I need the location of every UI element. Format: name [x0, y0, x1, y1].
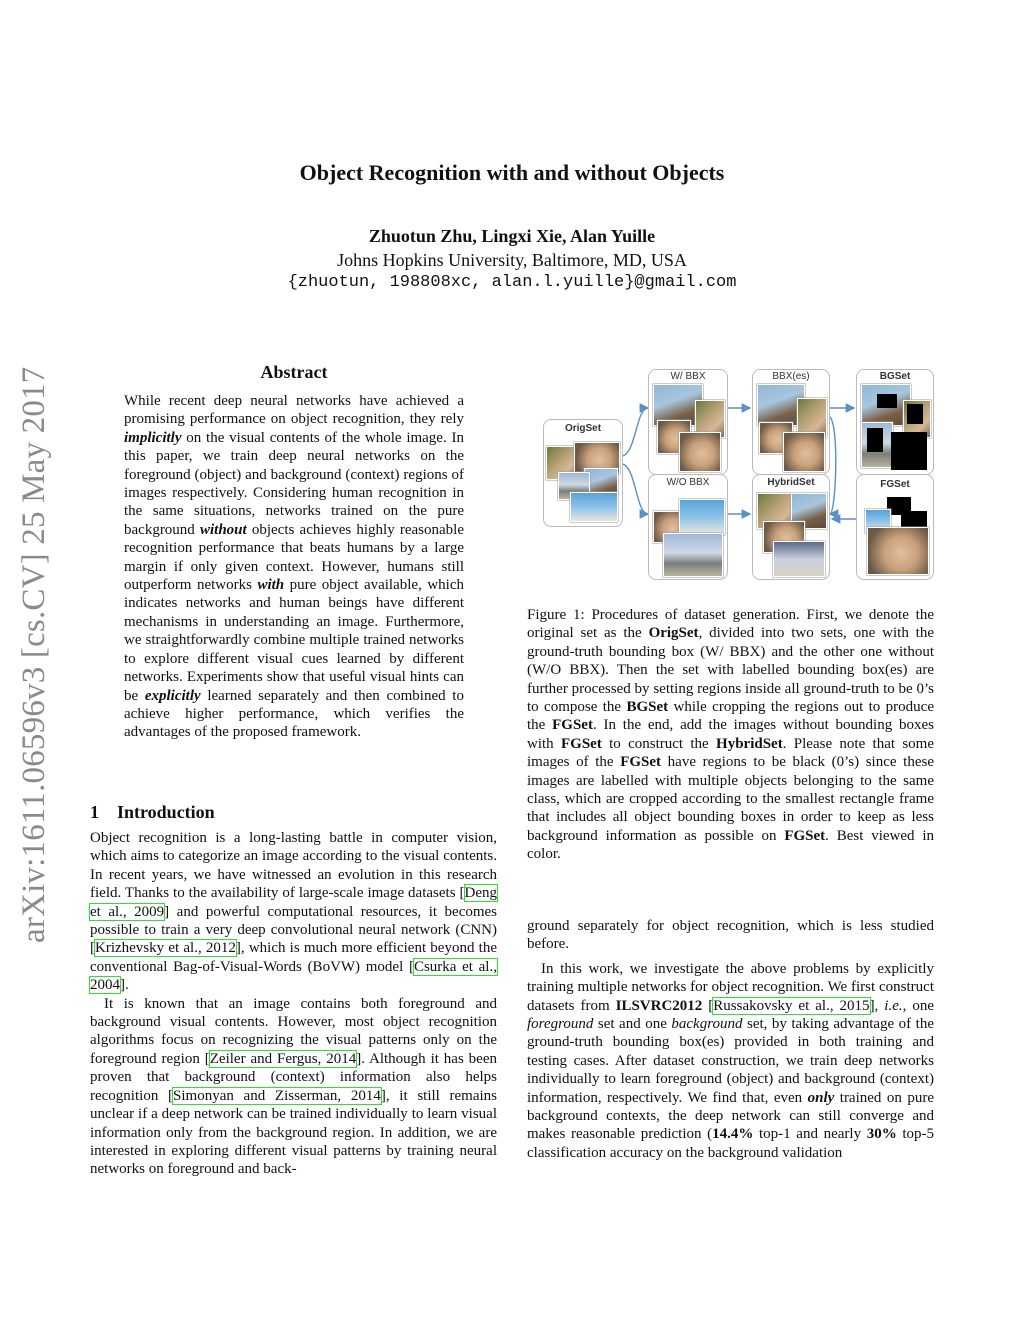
fgset-box	[856, 474, 934, 580]
abstract-emphasis: with	[257, 577, 285, 594]
dataset-name: ILSVRC2012	[615, 997, 703, 1014]
sample-image	[773, 541, 825, 577]
abstract-emphasis: explicitly	[144, 687, 201, 704]
paragraph-text: In this work, we investigate the above problems by explicitly training multiple networks for object recognition. We first construct datasets from	[527, 960, 934, 1014]
author-emails: {zhuotun, 198808xc, alan.l.yuille}@gmail.com	[287, 273, 737, 292]
paragraph-text: ]. Although it has been proven that background (context) information also helps recognition [	[90, 1050, 497, 1104]
metric-value: 14.4%	[712, 1126, 754, 1143]
abstract-emphasis: implicitly	[124, 429, 182, 446]
figure-dataset-generation	[540, 364, 940, 584]
italic-text: background	[671, 1016, 743, 1033]
paragraph-text: ] and powerful computational resources, it becomes possible to train a very deep convolutional neural network (CNN) [	[90, 903, 498, 957]
paragraph-text: top-5 classification accuracy on the background validation	[527, 1126, 934, 1161]
bbxes-label: BBX(es)	[772, 371, 810, 382]
intro-paragraph-2	[90, 995, 497, 1179]
abstract-text: on the visual contents of the whole image. In this paper, we train deep neural networks on the foreground (object) and background (context) regions of images respectively. Considering human recognition in the same situations, networks trained on the pure background	[124, 429, 464, 538]
citation-link[interactable]: Zeiler and Fergus, 2014	[209, 1050, 357, 1067]
citation-link[interactable]: Deng et al., 2009	[90, 885, 497, 920]
bbxes-box	[752, 369, 830, 475]
caption-part: while cropping the regions out to produce the	[527, 699, 934, 734]
arxiv-identifier: arXiv:1611.06596v3 [cs.CV] 25 May 2017	[16, 366, 52, 943]
right-paragraph-1: ground separately for object recognition, which is less studied before.	[527, 918, 934, 953]
caption-part: , divided into two sets, one with the ground-truth bounding box (W/ BBX) and the other one without (W/O BBX). Then the set with labelled bounding box(es) are further processed by setting regions inside all ground-truth to be 0’s to compose the	[527, 625, 935, 716]
author-list: Zhuotun Zhu, Lingxi Xie, Alan Yuille	[368, 226, 656, 246]
abstract-text: objects achieves highly reasonable recognition performance that beats humans by a large margin if only given context. However, humans still outperform networks	[124, 521, 465, 594]
abstract-body	[124, 392, 464, 742]
paragraph-text: [	[702, 997, 714, 1014]
right-column-body	[527, 917, 934, 1162]
italic-text: i.e.	[884, 997, 903, 1014]
citation-link[interactable]: Csurka et al., 2004	[90, 958, 497, 994]
caption-part: Figure 1: Procedures of dataset generation. First, we denote the original set as the	[527, 607, 934, 642]
paragraph-text: , one	[902, 997, 935, 1014]
paragraph-text: ].	[120, 977, 129, 994]
caption-bold: OrigSet	[648, 625, 699, 642]
without-bbx-box	[648, 474, 728, 580]
caption-bold: BGSet	[626, 699, 669, 716]
bgset-label: BGSet	[879, 371, 911, 382]
paragraph-text: top-1 and nearly	[753, 1126, 867, 1143]
without-bbx-label: W/O BBX	[666, 477, 710, 488]
caption-bold: FGSet	[552, 717, 593, 734]
paragraph-text: ], which is much more efficient beyond the conventional Bag-of-Visual-Words (BoVW) model [	[90, 940, 497, 975]
origset-label: OrigSet	[564, 423, 602, 434]
fgset-label: FGSet	[880, 479, 910, 490]
caption-part: have regions to be black (0’s) since these images are labelled with multiple objects belonging to the same class, which are cropped according to the smallest rectangle frame that includes all object bounding boxes in order to keep as less background information as possible on	[527, 754, 934, 844]
hybridset-box	[752, 474, 830, 580]
intro-body	[90, 829, 497, 1179]
paragraph-text: trained on pure background contexts, the deep network can still converge and makes reasonable prediction (	[527, 1089, 934, 1143]
caption-text	[527, 606, 934, 864]
paragraph-text: set and one	[593, 1016, 672, 1033]
metric-value: 30%	[866, 1126, 897, 1143]
caption-bold: FGSet	[560, 735, 602, 752]
caption-part: . In the end, add the images without bounding boxes with	[527, 717, 935, 752]
citation-link[interactable]: Russakovsky et al., 2015	[713, 997, 870, 1014]
abstract-text: While recent deep neural networks have achieved a promising performance on object recognition, they rely	[124, 393, 464, 428]
sample-image	[570, 492, 618, 522]
section-heading-introduction	[90, 802, 215, 823]
hybridset-label: HybridSet	[767, 477, 815, 488]
masked-region	[891, 432, 927, 470]
sample-image	[679, 432, 721, 472]
italic-text: foreground	[527, 1016, 594, 1033]
figure-caption	[527, 606, 934, 864]
paper-title: Object Recognition with and without Objects	[299, 160, 725, 185]
caption-part: . Best viewed in color.	[527, 827, 934, 863]
sample-image	[867, 527, 929, 575]
sample-image	[679, 499, 725, 535]
citation-link[interactable]: Krizhevsky et al., 2012	[95, 940, 236, 957]
intro-paragraph-1	[90, 829, 497, 995]
section-title: Introduction	[117, 802, 215, 822]
origset-box	[543, 419, 623, 527]
abstract-emphasis: without	[200, 521, 247, 538]
caption-bold: FGSet	[620, 754, 662, 771]
with-bbx-label: W/ BBX	[670, 371, 706, 382]
citation-link[interactable]: Simonyan and Zisserman, 2014	[173, 1087, 381, 1104]
masked-region	[867, 428, 883, 452]
with-bbx-box	[648, 369, 728, 475]
bgset-box	[856, 369, 934, 475]
section-number: 1	[90, 802, 99, 822]
affiliation: Johns Hopkins University, Baltimore, MD, USA	[337, 250, 687, 270]
paragraph-text: Object recognition is a long-lasting battle in computer vision, which aims to categorize an image according to the visual contents. In recent years, we have witnessed an evolution in this research field. Thanks to the availability of large-scale image datasets [	[90, 830, 497, 902]
abstract-heading: Abstract	[260, 362, 328, 382]
sample-image	[783, 432, 825, 472]
emphasis-text: only	[807, 1089, 835, 1106]
caption-part: . Please note that some images of the	[527, 735, 934, 771]
masked-region	[907, 404, 923, 424]
paragraph-text: It is known that an image contains both foreground and background visual contents. However, most object recognition algorithms focus on recognizing the visual patterns only on the foreground region [	[90, 995, 497, 1067]
caption-part: to construct the	[601, 735, 717, 752]
caption-bold: HybridSet	[716, 735, 783, 752]
abstract-text: pure object available, which indicates networks and human beings have different mechanisms in understanding an image. Furthermore, we straightforwardly combine multiple trained networks to explore different visual cues learned by different networks. Experiments show that useful visual hints can be	[124, 577, 464, 704]
abstract-text: learned separately and then combined to achieve higher performance, which verifies the advantages of the proposed framework.	[124, 687, 464, 741]
paragraph-text: set, by taking advantage of the ground-truth bounding box(es) provided in both training and testing cases. After dataset construction, we train deep networks individually to learn foreground (object) and background (context) information, respectively. We find that, even	[527, 1016, 934, 1106]
paragraph-text: ],	[869, 997, 885, 1014]
sample-image	[663, 533, 723, 577]
masked-region	[877, 394, 897, 408]
caption-bold: FGSet	[784, 827, 826, 844]
right-paragraph-2	[527, 960, 934, 1162]
paragraph-text: ], it still remains unclear if a deep network can be trained individually to learn visual information only from the background region. In addition, we are interested in exploring different visual patterns by training neural networks on foreground and back-	[90, 1087, 498, 1178]
